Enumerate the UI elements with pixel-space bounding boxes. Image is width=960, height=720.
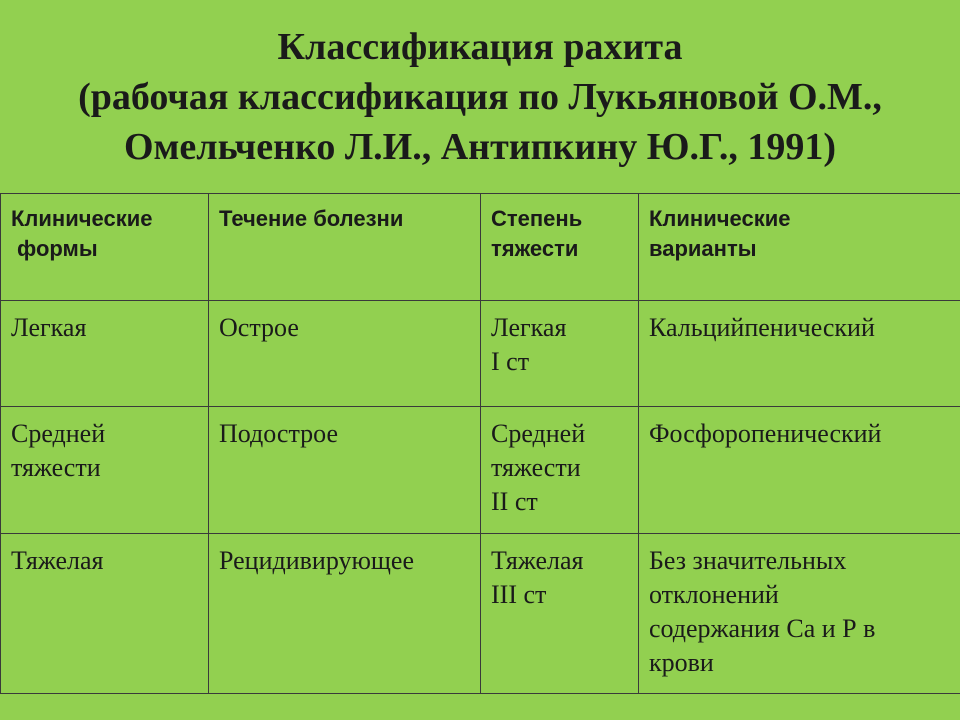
header-text: формы [17, 236, 98, 261]
header-clinical-forms [1, 194, 209, 301]
cell-text: содержания Са и Р в [649, 614, 876, 643]
title-line-2: (рабочая классификация по Лукьяновой О.М., [78, 76, 882, 118]
cell-text: Легкая [491, 313, 567, 342]
cell-severity [481, 301, 639, 407]
cell-variant [639, 534, 960, 694]
header-text: Степень [491, 206, 583, 231]
slide-title [0, 22, 960, 172]
header-text: Течение болезни [219, 206, 404, 231]
title-line-3: Омельченко Л.И., Антипкину Ю.Г., 1991) [123, 126, 837, 168]
cell-text: Подострое [219, 419, 338, 448]
classification-table [0, 193, 960, 694]
cell-text: тяжести [491, 453, 581, 482]
cell-text: отклонений [649, 580, 779, 609]
header-disease-course [209, 194, 481, 301]
cell-text: тяжести [11, 453, 101, 482]
cell-course [209, 407, 481, 534]
cell-text: I ст [491, 347, 530, 376]
cell-form [1, 301, 209, 407]
cell-text: Фосфоропенический [649, 419, 882, 448]
header-text: тяжести [491, 236, 579, 261]
header-clinical-variants [639, 194, 960, 301]
cell-text: Средней [491, 419, 586, 448]
cell-variant [639, 301, 960, 407]
cell-text: Без значительных [649, 546, 847, 575]
cell-text: Острое [219, 313, 299, 342]
table-row [1, 534, 960, 694]
cell-course [209, 301, 481, 407]
cell-text: Легкая [11, 313, 87, 342]
cell-text: Средней [11, 419, 106, 448]
header-severity [481, 194, 639, 301]
cell-severity [481, 407, 639, 534]
cell-text: Тяжелая [11, 546, 104, 575]
cell-variant [639, 407, 960, 534]
header-text: Клинические [11, 206, 153, 231]
table-header-row [1, 194, 960, 301]
header-text: Клинические [649, 206, 791, 231]
cell-text: II ст [491, 487, 538, 516]
table-row [1, 407, 960, 534]
table-row [1, 301, 960, 407]
cell-text: Рецидивирующее [219, 546, 414, 575]
cell-form [1, 534, 209, 694]
cell-severity [481, 534, 639, 694]
cell-course [209, 534, 481, 694]
cell-text: III ст [491, 580, 547, 609]
cell-text: крови [649, 648, 714, 677]
cell-text: Кальцийпенический [649, 313, 875, 342]
header-text: варианты [649, 236, 757, 261]
title-line-1: Классификация рахита [277, 26, 683, 68]
cell-form [1, 407, 209, 534]
cell-text: Тяжелая [491, 546, 584, 575]
